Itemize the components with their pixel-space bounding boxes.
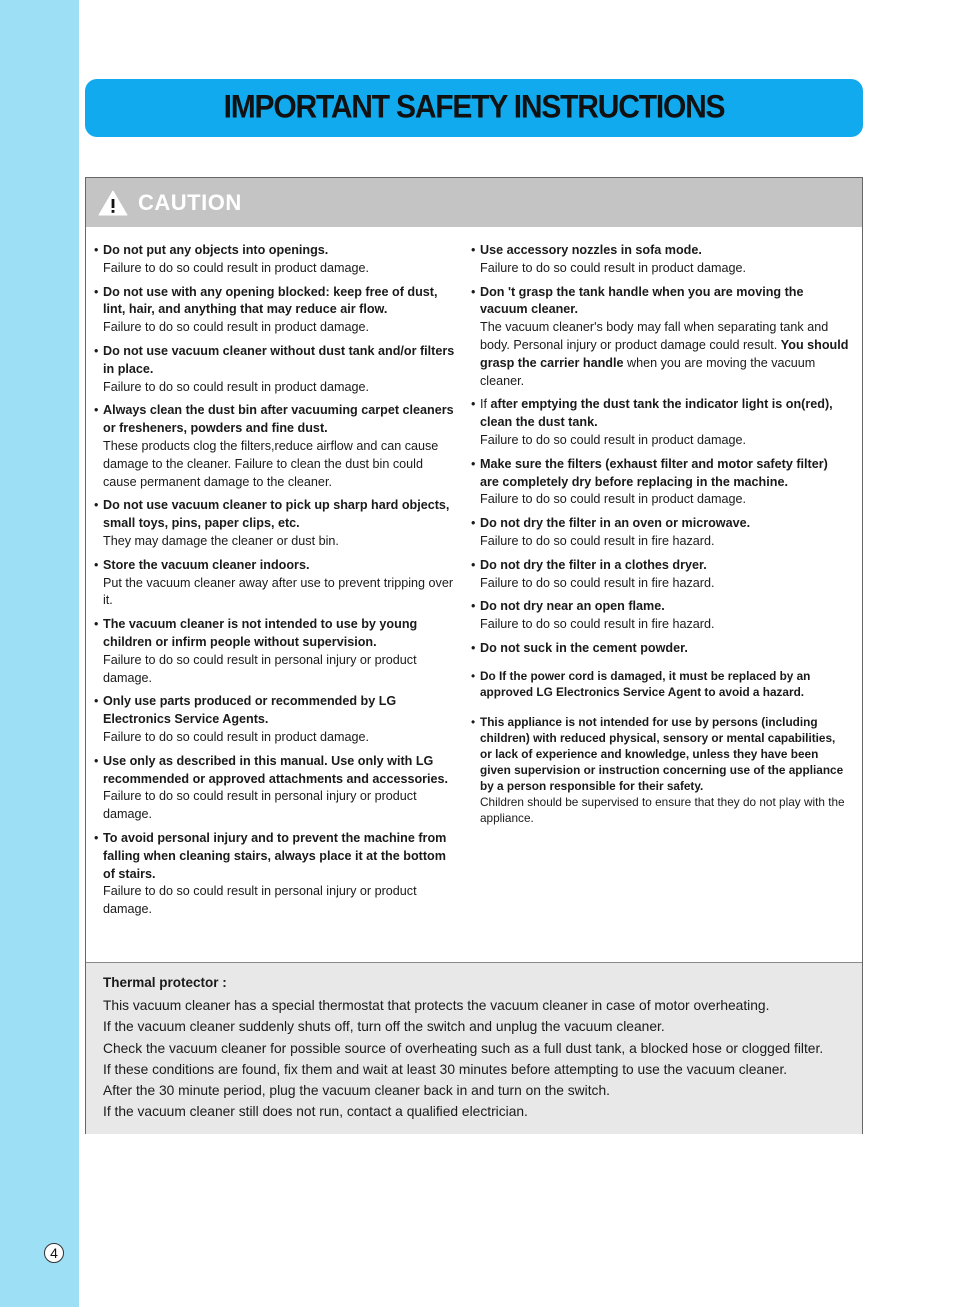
list-item: • Do If the power cord is damaged, it must be replaced by an approved LG Electronics Service Agent to avoid a hazard.	[471, 668, 849, 700]
list-item: • Do not dry near an open flame. Failure to do so could result in fire hazard.	[471, 598, 849, 634]
caution-right-column	[471, 242, 849, 832]
thermal-line: After the 30 minute period, plug the vacuum cleaner back in and turn on the switch.	[103, 1083, 610, 1099]
thermal-protector-section	[86, 962, 862, 1134]
list-item: • This appliance is not intended for use by persons (including children) with reduced physical, sensory or mental capabilities, or lack of experience and knowledge, unless they have been given supervision or instruction concerning use of the appliance by a person responsible for their safety. Children should be supervised to ensure that they do not play with the appliance.	[471, 714, 849, 826]
page-number: 4	[44, 1243, 64, 1263]
list-item: • Do not dry the filter in an oven or microwave. Failure to do so could result in fire hazard.	[471, 515, 849, 551]
thermal-line: If the vacuum cleaner still does not run, contact a qualified electrician.	[103, 1104, 528, 1120]
list-item: • Only use parts produced or recommended by LG Electronics Service Agents. Failure to do so could result in product damage.	[94, 693, 460, 746]
list-item: • Use accessory nozzles in sofa mode. Failure to do so could result in product damage.	[471, 242, 849, 278]
caution-panel	[85, 177, 863, 1134]
list-item: • Do not dry the filter in a clothes dryer. Failure to do so could result in fire hazard.	[471, 557, 849, 593]
list-item: • Use only as described in this manual. Use only with LG recommended or approved attachments and accessories. Failure to do so could result in personal injury or product damage.	[94, 753, 460, 824]
list-item: • Do not use vacuum cleaner to pick up sharp hard objects, small toys, pins, paper clips, etc. They may damage the cleaner or dust bin.	[94, 497, 460, 550]
thermal-line: If these conditions are found, fix them and wait at least 30 minutes before attempting to use the vacuum cleaner.	[103, 1061, 788, 1077]
list-item: • Do not use with any opening blocked: keep free of dust, lint, hair, and anything that may reduce air flow. Failure to do so could result in product damage.	[94, 284, 460, 337]
list-item: • Make sure the filters (exhaust filter and motor safety filter) are completely dry before replacing in the machine. Failure to do so could result in product damage.	[471, 456, 849, 509]
list-item: • The vacuum cleaner is not intended to use by young children or infirm people without supervision. Failure to do so could result in personal injury or product damage.	[94, 616, 460, 687]
caution-header	[86, 178, 862, 227]
thermal-line: If the vacuum cleaner suddenly shuts off, turn off the switch and unplug the vacuum cleaner.	[103, 1019, 665, 1035]
list-item: • Store the vacuum cleaner indoors. Put the vacuum cleaner away after use to prevent tripping over it.	[94, 557, 460, 610]
list-item: • Do not put any objects into openings. Failure to do so could result in product damage.	[94, 242, 460, 278]
caution-left-column	[94, 242, 460, 925]
list-item: • To avoid personal injury and to prevent the machine from falling when cleaning stairs, always place it at the bottom of stairs. Failure to do so could result in personal injury or product damage.	[94, 830, 460, 919]
list-item: • Do not use vacuum cleaner without dust tank and/or filters in place. Failure to do so could result in product damage.	[94, 343, 460, 396]
thermal-line: Check the vacuum cleaner for possible source of overheating such as a full dust tank, a blocked hose or clogged filter.	[103, 1040, 824, 1056]
caution-label: CAUTION	[138, 190, 242, 215]
warning-triangle-icon	[98, 190, 128, 216]
page-title: IMPORTANT SAFETY INSTRUCTIONS	[223, 89, 725, 126]
thermal-line: This vacuum cleaner has a special thermostat that protects the vacuum cleaner in case of motor overheating.	[103, 998, 770, 1013]
thermal-protector-title: Thermal protector :	[103, 975, 227, 990]
title-banner	[85, 79, 863, 137]
list-item: • If after emptying the dust tank the indicator light is on(red), clean the dust tank. Failure to do so could result in product damage.	[471, 396, 849, 449]
list-item: • Don 't grasp the tank handle when you are moving the vacuum cleaner. The vacuum cleaner's body may fall when separating tank and body. Personal injury or product damage could result. You should grasp the carrier handle when you are moving the vacuum cleaner.	[471, 284, 849, 391]
list-item: • Always clean the dust bin after vacuuming carpet cleaners or fresheners, powders and fine dust. These products clog the filters,reduce airflow and can cause damage to the cleaner. Failure to clean the dust bin could cause permanent damage to the cleaner.	[94, 402, 460, 491]
side-strip	[0, 0, 79, 1307]
thermal-protector-text	[103, 995, 853, 1123]
list-item: • Do not suck in the cement powder.	[471, 640, 849, 658]
